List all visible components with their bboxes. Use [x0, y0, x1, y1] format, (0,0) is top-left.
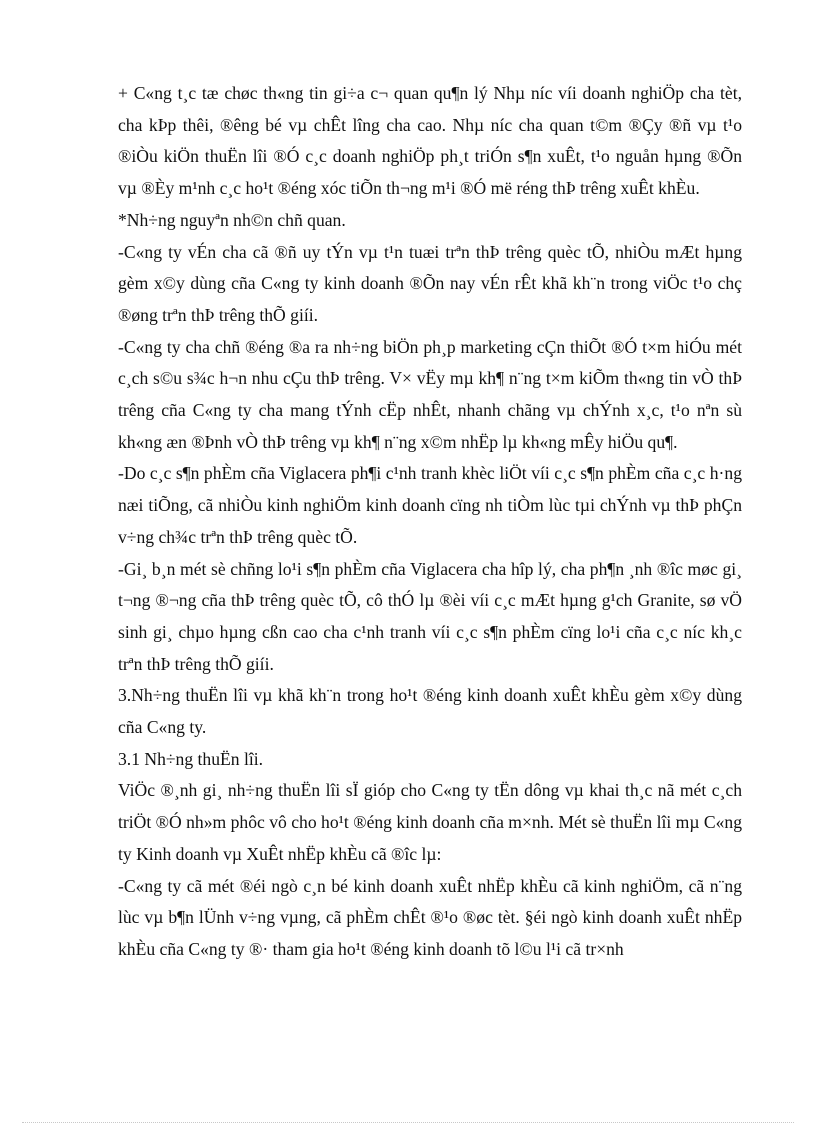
section-heading-3: 3.Nh÷ng thuËn lîi vµ khã kh¨n trong ho¹t ®éng kinh doanh xuÊt khÈu gèm x©y dùng cña C«ng ty. [118, 685, 742, 738]
paragraph-reputation: -C«ng ty vÉn cha cã ®ñ uy tÝn vµ t¹n tuæi trªn thÞ trêng quèc tÕ, nhiÒu mÆt hµng gèm x©y dùng cña C«ng ty kinh doanh ®Õn nay vÉn rÊt khã kh¨n trong viÖc t¹o chç ®øng trªn thÞ trêng thÕ giíi. [118, 241, 742, 325]
heading-subjective-causes: *Nh÷ng nguyªn nh©n chñ quan. [118, 209, 346, 230]
section-heading-3-1: 3.1 Nh÷ng thuËn lîi. [118, 748, 264, 769]
paragraph-info-coordination: + C«ng t¸c tæ chøc th«ng tin gi÷a c¬ quan qu¶n lý Nhµ níc víi doanh nghiÖp cha tèt, cha kÞp thêi, ®êng bé vµ chÊt lîng cha cao. Nhµ níc cha quan t©m ®Çy ®ñ vµ t¹o ®iÒu kiÖn thuËn lîi ®Ó c¸c doanh nghiÖp ph¸t triÓn s¶n xuÊt, t¹o nguån hµng ®Õn vµ ®Èy m¹nh c¸c ho¹t ®éng xóc tiÕn th¬ng m¹i ®Ó më réng thÞ trêng xuÊt khÈu. [118, 83, 742, 199]
paragraph-advantages-intro: ViÖc ®¸nh gi¸ nh÷ng thuËn lîi sÏ gióp cho C«ng ty tËn dông vµ khai th¸c nã mét c¸ch triÖt ®Ó nh»m phôc vô cho ho¹t ®éng kinh doanh cña m×nh. Mét sè thuËn lîi mµ C«ng ty Kinh doanh vµ XuÊt nhËp khÈu cã ®îc lµ: [118, 780, 742, 864]
paragraph-pricing: -Gi¸ b¸n mét sè chñng lo¹i s¶n phÈm cña Viglacera cha hîp lý, cha ph¶n ¸nh ®îc møc gi¸ t¬ng ®¬ng cña thÞ trêng quèc tÕ, cô thÓ lµ ®èi víi c¸c mÆt hµng g¹ch Granite, sø vÖ sinh gi¸ chµo hµng cßn cao cha c¹nh tranh víi c¸c s¶n phÈm cïng lo¹i cña c¸c níc kh¸c trªn thÞ trêng thÕ giíi. [118, 558, 742, 674]
paragraph-staff: -C«ng ty cã mét ®éi ngò c¸n bé kinh doanh xuÊt nhËp khÈu cã kinh nghiÖm, cã n¨ng lùc vµ b¶n lÜnh v÷ng vµng, cã phÈm chÊt ®¹o ®øc tèt. §éi ngò kinh doanh xuÊt nhËp khÈu cña C«ng ty ®· tham gia ho¹t ®éng kinh doanh tõ l©u l¹i cã tr×nh [118, 875, 742, 959]
paragraph-competition: -Do c¸c s¶n phÈm cña Viglacera ph¶i c¹nh tranh khèc liÖt víi c¸c s¶n phÈm cña c¸c h·ng næi tiÕng, cã nhiÒu kinh nghiÖm kinh doanh cïng nh tiÒm lùc tµi chÝnh vµ thÞ phÇn v÷ng ch¾c trªn thÞ trêng quèc tÕ. [118, 463, 742, 547]
paragraph-marketing: -C«ng ty cha chñ ®éng ®a ra nh÷ng biÖn ph¸p marketing cÇn thiÕt ®Ó t×m hiÓu mét c¸ch s©u s¾c h¬n nhu cÇu thÞ trêng. V× vËy mµ kh¶ n¨ng t×m kiÕm th«ng tin vÒ thÞ trêng cña C«ng ty cha mang tÝnh cËp nhÊt, nhanh chãng vµ chÝnh x¸c, t¹o nªn sù kh«ng æn ®Þnh vÒ thÞ trêng vµ kh¶ n¨ng x©m nhËp lµ kh«ng mÊy hiÖu qu¶. [118, 336, 742, 452]
body-text [118, 78, 742, 966]
